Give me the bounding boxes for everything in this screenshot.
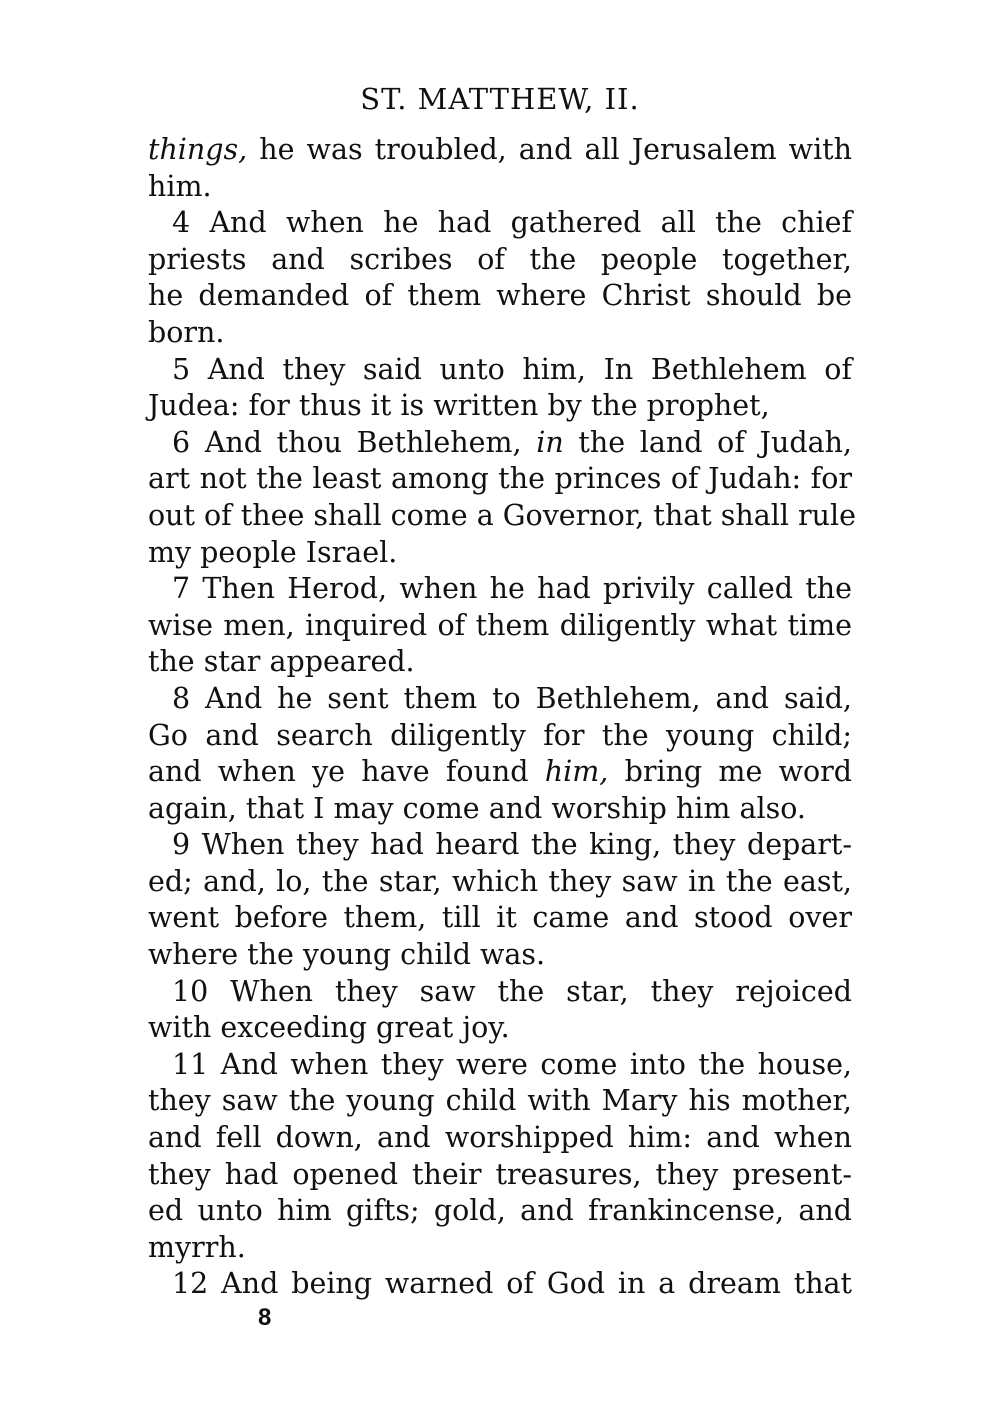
text-line bbox=[148, 1157, 852, 1194]
text-line bbox=[148, 169, 852, 206]
text-segment: 9 When they had heard the king, they depart- bbox=[172, 828, 852, 862]
text-segment: the star appeared. bbox=[148, 645, 415, 679]
text-line bbox=[148, 1010, 852, 1047]
text-line bbox=[148, 352, 852, 389]
italic-text: in bbox=[536, 425, 564, 459]
text-segment: Go and search diligently for the young child; bbox=[148, 718, 852, 752]
text-segment: art not the least among the princes of Judah: for bbox=[148, 462, 852, 496]
text-segment: 5 And they said unto him, In Bethlehem of bbox=[172, 352, 852, 386]
text-line bbox=[148, 1083, 852, 1120]
italic-text: him, bbox=[544, 755, 609, 789]
scripture-text bbox=[148, 132, 856, 1303]
text-segment: and when ye have found bbox=[148, 755, 545, 789]
text-segment: him. bbox=[148, 169, 212, 203]
text-line bbox=[148, 242, 852, 279]
text-segment: again, that I may come and worship him also. bbox=[148, 791, 806, 825]
text-segment: ed; and, lo, the star, which they saw in the east, bbox=[148, 864, 852, 898]
text-segment: 4 And when he had gathered all the chief bbox=[172, 206, 852, 240]
text-line bbox=[148, 644, 852, 681]
text-line bbox=[148, 864, 852, 901]
text-segment: 10 When they saw the star, they rejoiced bbox=[172, 974, 852, 1008]
text-line bbox=[148, 1047, 852, 1084]
text-segment: 11 And when they were come into the house, bbox=[172, 1047, 852, 1081]
text-segment: they had opened their treasures, they present- bbox=[148, 1157, 852, 1191]
page-number: 8 bbox=[258, 1304, 272, 1331]
text-line bbox=[148, 571, 852, 608]
text-line bbox=[148, 827, 852, 864]
text-segment: wise men, inquired of them diligently what time bbox=[148, 608, 852, 642]
text-line bbox=[148, 461, 852, 498]
text-segment: where the young child was. bbox=[148, 938, 546, 972]
text-line bbox=[148, 937, 852, 974]
text-line bbox=[148, 1120, 852, 1157]
text-segment: 12 And being warned of God in a dream that bbox=[172, 1267, 852, 1301]
text-segment: my people Israel. bbox=[148, 535, 398, 569]
text-line bbox=[148, 278, 852, 315]
text-segment: the land of Judah, bbox=[563, 425, 852, 459]
text-segment: priests and scribes of the people together, bbox=[148, 242, 852, 276]
text-line bbox=[148, 205, 852, 242]
text-line bbox=[148, 1193, 852, 1230]
text-segment: ed unto him gifts; gold, and frankincense, and bbox=[148, 1194, 852, 1228]
text-line bbox=[148, 681, 852, 718]
italic-text: things, bbox=[148, 133, 248, 166]
text-line bbox=[148, 1230, 852, 1267]
text-line bbox=[148, 1266, 852, 1303]
text-line bbox=[148, 425, 852, 462]
text-segment: Judea: for thus it is written by the prophet, bbox=[148, 389, 770, 423]
text-segment: bring me word bbox=[608, 755, 852, 789]
text-line bbox=[148, 900, 852, 937]
running-header: ST. MATTHEW, II. bbox=[360, 82, 640, 116]
text-segment: 7 Then Herod, when he had privily called the bbox=[172, 572, 852, 606]
text-segment: born. bbox=[148, 315, 225, 349]
text-line bbox=[148, 388, 852, 425]
text-segment: he demanded of them where Christ should be bbox=[148, 279, 852, 313]
text-segment: with exceeding great joy. bbox=[148, 1011, 510, 1045]
text-segment: went before them, till it came and stood over bbox=[148, 901, 852, 935]
text-line bbox=[148, 132, 852, 169]
text-segment: out of thee shall come a Governor, that shall rule bbox=[148, 498, 856, 532]
text-line bbox=[148, 608, 852, 645]
text-line bbox=[148, 315, 852, 352]
text-line bbox=[148, 718, 852, 755]
text-segment: 6 And thou Bethlehem, bbox=[172, 425, 537, 459]
text-segment: 8 And he sent them to Bethlehem, and said, bbox=[172, 681, 852, 715]
text-line bbox=[148, 974, 852, 1011]
text-line bbox=[148, 498, 856, 535]
text-segment: and fell down, and worshipped him: and when bbox=[148, 1121, 852, 1155]
text-line bbox=[148, 535, 852, 572]
text-line bbox=[148, 754, 852, 791]
text-segment: myrrh. bbox=[148, 1230, 246, 1264]
text-segment: he was troubled, and all Jerusalem with bbox=[247, 133, 852, 166]
text-segment: they saw the young child with Mary his mother, bbox=[148, 1084, 852, 1118]
text-line bbox=[148, 791, 852, 828]
